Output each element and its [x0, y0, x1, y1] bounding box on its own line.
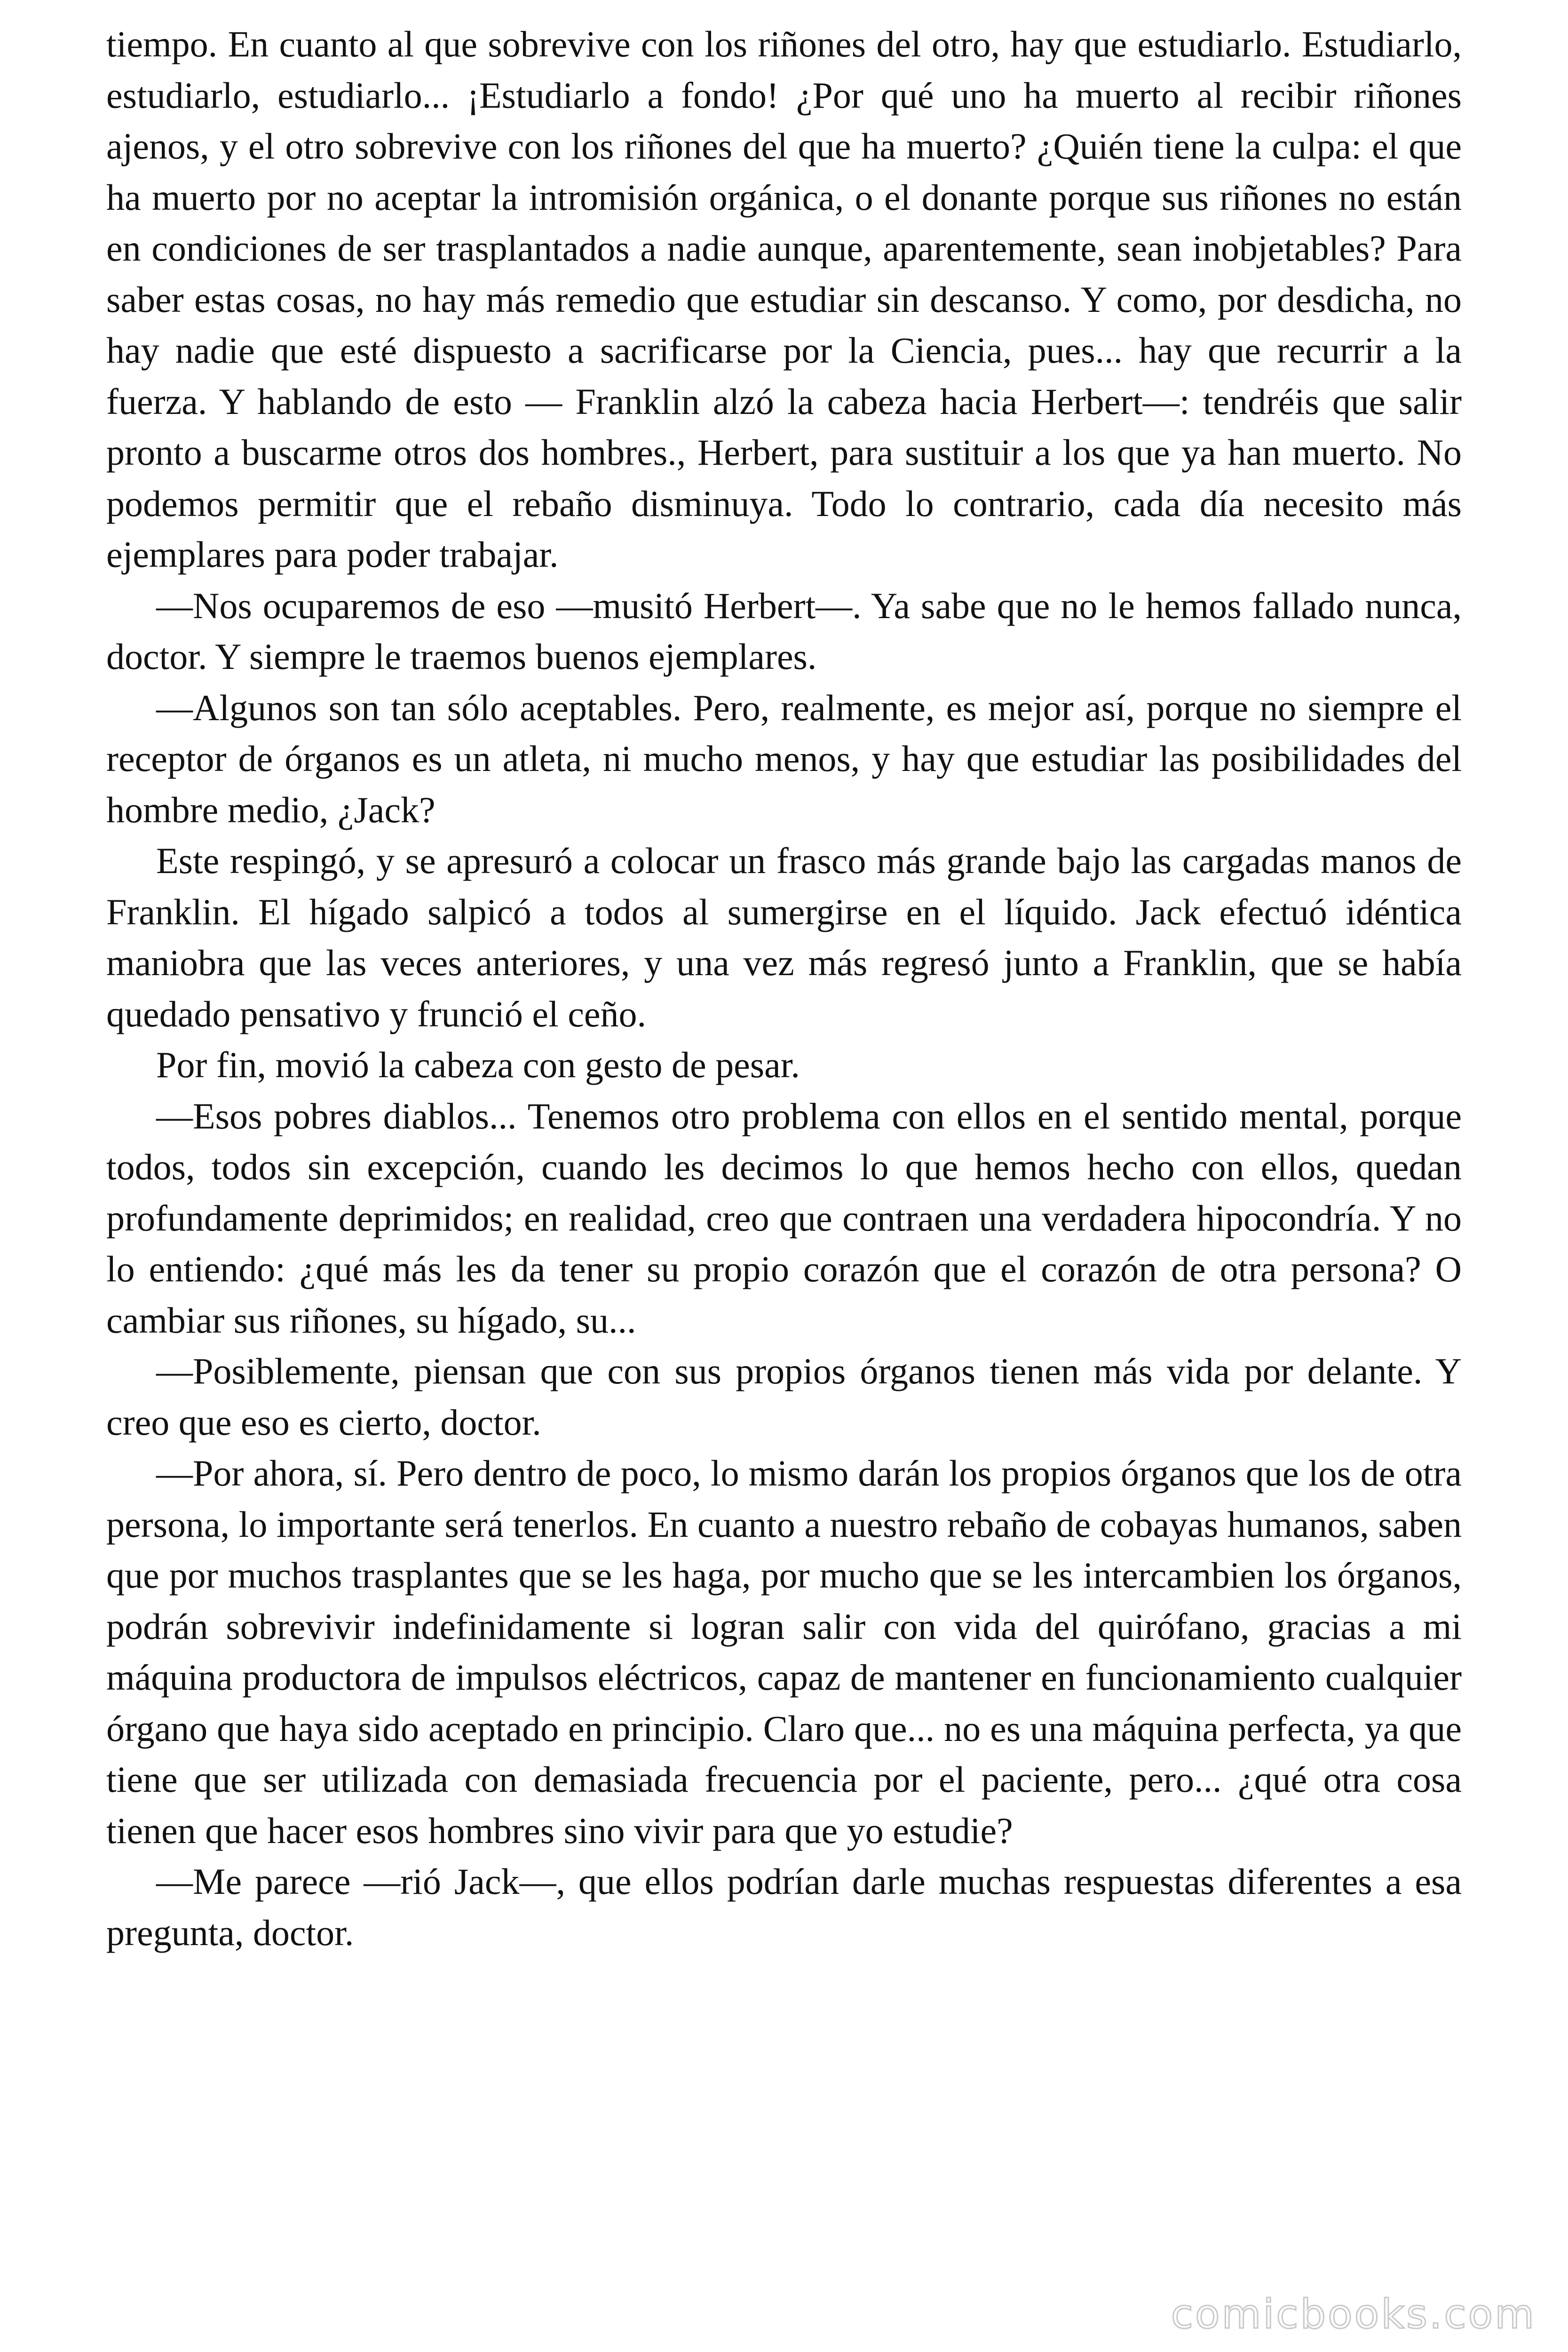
- paragraph-4: Este respingó, y se apresuró a colocar un frasco más grande bajo las cargadas manos de Franklin. El hígado salpicó a todos al sumergirse en el líquido. Jack efectuó idéntica maniobra que las veces anteriores, y una vez más regresó junto a Franklin, que se había quedado pensativo y frunció el ceño.: [106, 840, 1462, 1034]
- paragraph-6: —Esos pobres diablos... Tenemos otro problema con ellos en el sentido mental, porque todos, todos sin excepción, cuando les decimos lo que hemos hecho con ellos, quedan profundamente deprimidos; en realidad, creo que contraen una verdadera hipocondría. Y no lo entiendo: ¿qué más les da tener su propio corazón que el corazón de otra persona? O cambiar sus riñones, su hígado, su...: [106, 1095, 1462, 1341]
- paragraph-3: —Algunos son tan sólo aceptables. Pero, realmente, es mejor así, porque no siempre el receptor de órganos es un atleta, ni mucho menos, y hay que estudiar las posibilidades del hombre medio, ¿Jack?: [106, 687, 1462, 830]
- watermark: comicbooks.com: [1171, 2291, 1536, 2338]
- document-body: [106, 19, 1462, 1958]
- paragraph-8: —Por ahora, sí. Pero dentro de poco, lo mismo darán los propios órganos que los de otra persona, lo importante será tenerlos. En cuanto a nuestro rebaño de cobayas humanos, saben que por muchos trasplantes que se les haga, por mucho que se les intercambien los órganos, podrán sobrevivir indefinidamente si logran salir con vida del quirófano, gracias a mi máquina productora de impulsos eléctricos, capaz de mantener en funcionamiento cualquier órgano que haya sido aceptado en principio. Claro que... no es una máquina perfecta, ya que tiene que ser utilizada con demasiada frecuencia por el paciente, pero... ¿qué otra cosa tienen que hacer esos hombres sino vivir para que yo estudie?: [106, 1453, 1462, 1851]
- paragraph-5: Por fin, movió la cabeza con gesto de pesar.: [156, 1044, 800, 1085]
- paragraph-1: tiempo. En cuanto al que sobrevive con los riñones del otro, hay que estudiarlo. Estudiarlo, estudiarlo, estudiarlo... ¡Estudiarlo a fondo! ¿Por qué uno ha muerto al recibir riñones ajenos, y el otro sobrevive con los riñones del que ha muerto? ¿Quién tiene la culpa: el que ha muerto por no aceptar la intromisión orgánica, o el donante porque sus riñones no están en condiciones de ser trasplantados a nadie aunque, aparentemente, sean inobjetables? Para saber estas cosas, no hay más remedio que estudiar sin descanso. Y como, por desdicha, no hay nadie que esté dispuesto a sacrificarse por la Ciencia, pues... hay que recurrir a la fuerza. Y hablando de esto — Franklin alzó la cabeza hacia Herbert—: tendréis que salir pronto a buscarme otros dos hombres., Herbert, para sustituir a los que ya han muerto. No podemos permitir que el rebaño disminuya. Todo lo contrario, cada día necesito más ejemplares para poder trabajar.: [106, 24, 1462, 575]
- paragraph-7: —Posiblemente, piensan que con sus propios órganos tienen más vida por delante. Y creo que eso es cierto, doctor.: [106, 1351, 1462, 1443]
- paragraph-2: —Nos ocuparemos de eso —musitó Herbert—. Ya sabe que no le hemos fallado nunca, doctor. Y siempre le traemos buenos ejemplares.: [106, 585, 1462, 677]
- paragraph-9: —Me parece —rió Jack—, que ellos podrían darle muchas respuestas diferentes a esa pregunta, doctor.: [106, 1861, 1462, 1953]
